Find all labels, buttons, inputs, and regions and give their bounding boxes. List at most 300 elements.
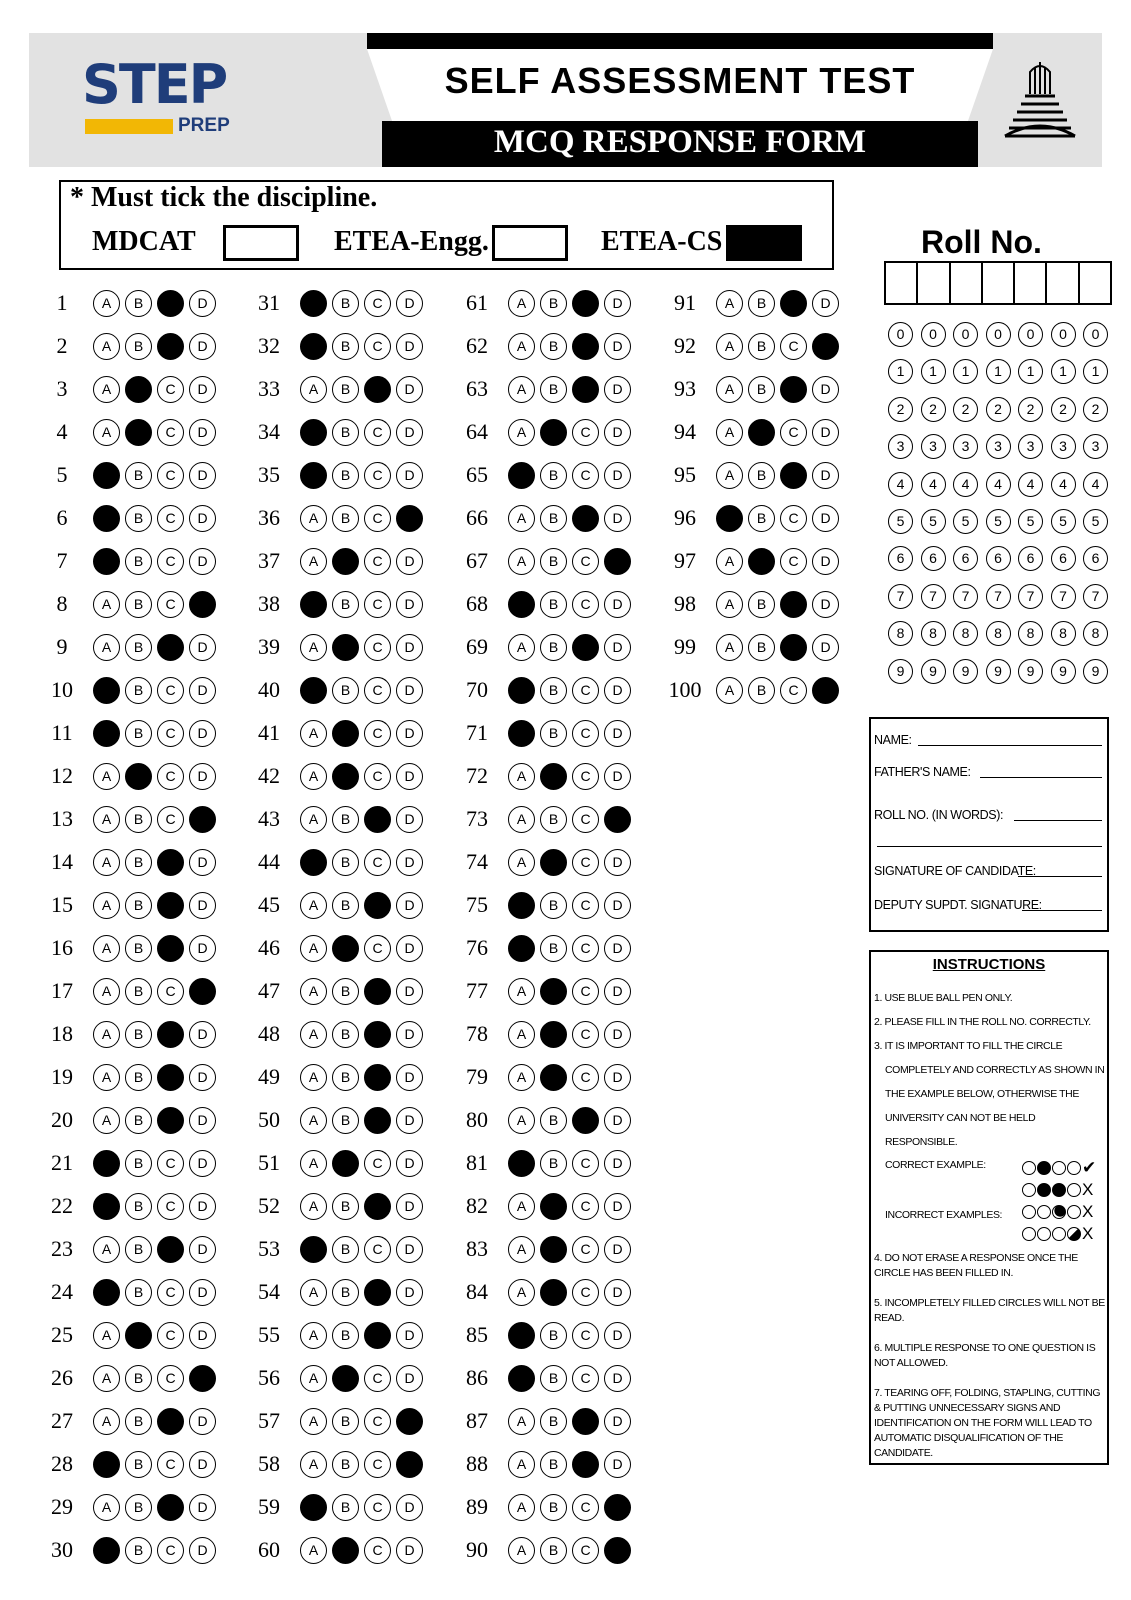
answer-bubble-d[interactable] bbox=[604, 806, 631, 833]
answer-bubble-c[interactable]: C bbox=[157, 591, 184, 618]
answer-bubble-a[interactable]: A bbox=[93, 1064, 120, 1091]
answer-bubble-c[interactable] bbox=[157, 935, 184, 962]
roll-digit-bubble[interactable]: 3 bbox=[1051, 434, 1076, 459]
roll-digit-bubble[interactable]: 2 bbox=[986, 397, 1011, 422]
answer-bubble-a[interactable]: A bbox=[300, 505, 327, 532]
answer-bubble-a[interactable]: A bbox=[716, 634, 743, 661]
roll-digit-bubble[interactable]: 6 bbox=[986, 546, 1011, 571]
answer-bubble-d[interactable] bbox=[812, 333, 839, 360]
candidate-signature-field[interactable] bbox=[1018, 876, 1102, 877]
answer-bubble-b[interactable]: B bbox=[540, 935, 567, 962]
answer-bubble-c[interactable]: C bbox=[572, 1494, 599, 1521]
roll-digit-bubble[interactable]: 8 bbox=[1051, 621, 1076, 646]
answer-bubble-c[interactable]: C bbox=[572, 935, 599, 962]
answer-bubble-a[interactable]: A bbox=[300, 978, 327, 1005]
answer-bubble-b[interactable]: B bbox=[540, 333, 567, 360]
answer-bubble-c[interactable]: C bbox=[572, 1279, 599, 1306]
answer-bubble-a[interactable] bbox=[508, 591, 535, 618]
roll-digit-bubble[interactable]: 4 bbox=[1083, 472, 1108, 497]
answer-bubble-d[interactable]: D bbox=[396, 376, 423, 403]
answer-bubble-c[interactable] bbox=[364, 1107, 391, 1134]
answer-bubble-c[interactable]: C bbox=[364, 548, 391, 575]
answer-bubble-d[interactable]: D bbox=[396, 1279, 423, 1306]
answer-bubble-b[interactable]: B bbox=[540, 1365, 567, 1392]
answer-bubble-c[interactable]: C bbox=[572, 548, 599, 575]
roll-digit-bubble[interactable]: 7 bbox=[888, 584, 913, 609]
answer-bubble-b[interactable]: B bbox=[332, 376, 359, 403]
answer-bubble-b[interactable]: B bbox=[125, 1236, 152, 1263]
answer-bubble-c[interactable]: C bbox=[364, 763, 391, 790]
answer-bubble-b[interactable]: B bbox=[332, 290, 359, 317]
roll-digit-bubble[interactable]: 8 bbox=[888, 621, 913, 646]
roll-digit-bubble[interactable]: 0 bbox=[1018, 322, 1043, 347]
answer-bubble-b[interactable] bbox=[540, 763, 567, 790]
answer-bubble-a[interactable] bbox=[93, 720, 120, 747]
answer-bubble-b[interactable]: B bbox=[540, 548, 567, 575]
roll-words-field-line2[interactable] bbox=[877, 846, 1102, 847]
answer-bubble-d[interactable]: D bbox=[189, 1150, 216, 1177]
answer-bubble-b[interactable]: B bbox=[125, 591, 152, 618]
answer-bubble-b[interactable]: B bbox=[540, 1494, 567, 1521]
roll-digit-bubble[interactable]: 2 bbox=[888, 397, 913, 422]
answer-bubble-a[interactable] bbox=[300, 677, 327, 704]
answer-bubble-c[interactable] bbox=[364, 978, 391, 1005]
answer-bubble-d[interactable]: D bbox=[604, 1064, 631, 1091]
answer-bubble-c[interactable]: C bbox=[157, 462, 184, 489]
answer-bubble-d[interactable]: D bbox=[396, 462, 423, 489]
answer-bubble-c[interactable]: C bbox=[572, 1150, 599, 1177]
answer-bubble-a[interactable]: A bbox=[93, 806, 120, 833]
answer-bubble-d[interactable]: D bbox=[396, 1150, 423, 1177]
answer-bubble-b[interactable] bbox=[540, 1279, 567, 1306]
answer-bubble-d[interactable] bbox=[396, 1408, 423, 1435]
answer-bubble-b[interactable]: B bbox=[125, 1279, 152, 1306]
answer-bubble-b[interactable]: B bbox=[332, 1408, 359, 1435]
answer-bubble-d[interactable]: D bbox=[396, 892, 423, 919]
answer-bubble-b[interactable] bbox=[332, 548, 359, 575]
answer-bubble-b[interactable]: B bbox=[332, 1494, 359, 1521]
answer-bubble-b[interactable] bbox=[540, 1193, 567, 1220]
answer-bubble-c[interactable]: C bbox=[572, 591, 599, 618]
answer-bubble-c[interactable]: C bbox=[780, 548, 807, 575]
answer-bubble-b[interactable] bbox=[332, 1150, 359, 1177]
answer-bubble-a[interactable]: A bbox=[93, 978, 120, 1005]
answer-bubble-c[interactable] bbox=[364, 1021, 391, 1048]
answer-bubble-a[interactable]: A bbox=[300, 548, 327, 575]
answer-bubble-c[interactable]: C bbox=[364, 462, 391, 489]
roll-digit-bubble[interactable]: 2 bbox=[1051, 397, 1076, 422]
answer-bubble-b[interactable]: B bbox=[540, 1537, 567, 1564]
answer-bubble-d[interactable]: D bbox=[604, 1193, 631, 1220]
roll-digit-bubble[interactable]: 1 bbox=[1051, 359, 1076, 384]
answer-bubble-a[interactable] bbox=[93, 1451, 120, 1478]
answer-bubble-a[interactable] bbox=[93, 1150, 120, 1177]
answer-bubble-c[interactable]: C bbox=[572, 677, 599, 704]
answer-bubble-b[interactable]: B bbox=[540, 1322, 567, 1349]
answer-bubble-d[interactable]: D bbox=[604, 591, 631, 618]
answer-bubble-d[interactable]: D bbox=[396, 677, 423, 704]
answer-bubble-a[interactable] bbox=[508, 720, 535, 747]
answer-bubble-c[interactable] bbox=[157, 1021, 184, 1048]
roll-digit-bubble[interactable]: 8 bbox=[953, 621, 978, 646]
answer-bubble-c[interactable]: C bbox=[364, 1150, 391, 1177]
answer-bubble-a[interactable]: A bbox=[300, 1193, 327, 1220]
roll-digit-bubble[interactable]: 4 bbox=[986, 472, 1011, 497]
answer-bubble-c[interactable]: C bbox=[572, 1537, 599, 1564]
answer-bubble-d[interactable]: D bbox=[396, 849, 423, 876]
answer-bubble-b[interactable]: B bbox=[125, 505, 152, 532]
answer-bubble-d[interactable]: D bbox=[189, 462, 216, 489]
answer-bubble-b[interactable]: B bbox=[125, 462, 152, 489]
answer-bubble-a[interactable]: A bbox=[716, 376, 743, 403]
answer-bubble-c[interactable] bbox=[157, 1107, 184, 1134]
answer-bubble-a[interactable]: A bbox=[300, 634, 327, 661]
answer-bubble-b[interactable]: B bbox=[748, 591, 775, 618]
answer-bubble-c[interactable] bbox=[157, 1064, 184, 1091]
roll-digit-bubble[interactable]: 7 bbox=[921, 584, 946, 609]
answer-bubble-b[interactable]: B bbox=[332, 1451, 359, 1478]
roll-digit-bubble[interactable]: 9 bbox=[986, 659, 1011, 684]
answer-bubble-b[interactable]: B bbox=[125, 634, 152, 661]
answer-bubble-a[interactable]: A bbox=[93, 1322, 120, 1349]
answer-bubble-b[interactable]: B bbox=[540, 1451, 567, 1478]
answer-bubble-a[interactable] bbox=[508, 935, 535, 962]
answer-bubble-d[interactable]: D bbox=[189, 505, 216, 532]
answer-bubble-a[interactable]: A bbox=[300, 1408, 327, 1435]
answer-bubble-d[interactable]: D bbox=[189, 376, 216, 403]
roll-digit-bubble[interactable]: 6 bbox=[1018, 546, 1043, 571]
answer-bubble-d[interactable]: D bbox=[396, 1322, 423, 1349]
answer-bubble-b[interactable]: B bbox=[125, 1064, 152, 1091]
discipline-checkbox-etea-engg[interactable] bbox=[492, 225, 568, 261]
answer-bubble-d[interactable]: D bbox=[189, 1107, 216, 1134]
answer-bubble-c[interactable] bbox=[572, 333, 599, 360]
answer-bubble-a[interactable]: A bbox=[300, 935, 327, 962]
answer-bubble-c[interactable] bbox=[364, 1322, 391, 1349]
answer-bubble-c[interactable]: C bbox=[780, 333, 807, 360]
answer-bubble-a[interactable]: A bbox=[508, 333, 535, 360]
answer-bubble-d[interactable]: D bbox=[396, 720, 423, 747]
answer-bubble-b[interactable] bbox=[540, 978, 567, 1005]
answer-bubble-a[interactable]: A bbox=[508, 1193, 535, 1220]
roll-digit-bubble[interactable]: 9 bbox=[1018, 659, 1043, 684]
roll-digit-bubble[interactable]: 8 bbox=[1083, 621, 1108, 646]
answer-bubble-c[interactable] bbox=[780, 591, 807, 618]
answer-bubble-b[interactable]: B bbox=[540, 1107, 567, 1134]
answer-bubble-a[interactable] bbox=[508, 1322, 535, 1349]
answer-bubble-d[interactable]: D bbox=[396, 548, 423, 575]
answer-bubble-b[interactable]: B bbox=[540, 290, 567, 317]
answer-bubble-a[interactable]: A bbox=[300, 1451, 327, 1478]
answer-bubble-d[interactable]: D bbox=[604, 935, 631, 962]
answer-bubble-b[interactable] bbox=[332, 763, 359, 790]
answer-bubble-b[interactable]: B bbox=[332, 462, 359, 489]
roll-digit-bubble[interactable]: 7 bbox=[1051, 584, 1076, 609]
answer-bubble-b[interactable]: B bbox=[540, 591, 567, 618]
answer-bubble-d[interactable]: D bbox=[396, 290, 423, 317]
answer-bubble-c[interactable]: C bbox=[572, 806, 599, 833]
answer-bubble-b[interactable]: B bbox=[125, 849, 152, 876]
answer-bubble-c[interactable]: C bbox=[780, 419, 807, 446]
answer-bubble-a[interactable] bbox=[300, 462, 327, 489]
answer-bubble-d[interactable]: D bbox=[604, 677, 631, 704]
answer-bubble-d[interactable] bbox=[812, 677, 839, 704]
answer-bubble-d[interactable]: D bbox=[396, 1365, 423, 1392]
roll-digit-bubble[interactable]: 3 bbox=[921, 434, 946, 459]
answer-bubble-b[interactable]: B bbox=[332, 978, 359, 1005]
roll-digit-bubble[interactable]: 7 bbox=[986, 584, 1011, 609]
answer-bubble-b[interactable]: B bbox=[332, 1021, 359, 1048]
answer-bubble-a[interactable]: A bbox=[93, 1365, 120, 1392]
answer-bubble-b[interactable]: B bbox=[540, 505, 567, 532]
answer-bubble-a[interactable] bbox=[300, 290, 327, 317]
answer-bubble-a[interactable]: A bbox=[508, 290, 535, 317]
answer-bubble-d[interactable]: D bbox=[604, 290, 631, 317]
answer-bubble-c[interactable]: C bbox=[157, 1193, 184, 1220]
answer-bubble-b[interactable]: B bbox=[540, 1150, 567, 1177]
answer-bubble-c[interactable] bbox=[780, 462, 807, 489]
answer-bubble-c[interactable]: C bbox=[157, 720, 184, 747]
roll-digit-bubble[interactable]: 0 bbox=[986, 322, 1011, 347]
answer-bubble-a[interactable]: A bbox=[508, 849, 535, 876]
answer-bubble-c[interactable] bbox=[157, 290, 184, 317]
answer-bubble-c[interactable] bbox=[157, 634, 184, 661]
roll-digit-bubble[interactable]: 8 bbox=[1018, 621, 1043, 646]
answer-bubble-b[interactable]: B bbox=[748, 376, 775, 403]
answer-bubble-c[interactable]: C bbox=[364, 419, 391, 446]
roll-digit-bubble[interactable]: 5 bbox=[1083, 509, 1108, 534]
answer-bubble-c[interactable]: C bbox=[364, 849, 391, 876]
answer-bubble-a[interactable] bbox=[300, 1494, 327, 1521]
answer-bubble-c[interactable] bbox=[572, 505, 599, 532]
answer-bubble-d[interactable]: D bbox=[604, 978, 631, 1005]
roll-digit-bubble[interactable]: 5 bbox=[986, 509, 1011, 534]
answer-bubble-c[interactable] bbox=[364, 1064, 391, 1091]
answer-bubble-c[interactable]: C bbox=[157, 419, 184, 446]
answer-bubble-b[interactable]: B bbox=[332, 677, 359, 704]
answer-bubble-d[interactable] bbox=[604, 1494, 631, 1521]
answer-bubble-a[interactable]: A bbox=[93, 376, 120, 403]
answer-bubble-d[interactable]: D bbox=[189, 1021, 216, 1048]
answer-bubble-b[interactable] bbox=[540, 1236, 567, 1263]
answer-bubble-c[interactable]: C bbox=[364, 1494, 391, 1521]
answer-bubble-a[interactable]: A bbox=[300, 1537, 327, 1564]
answer-bubble-d[interactable] bbox=[604, 1537, 631, 1564]
answer-bubble-d[interactable]: D bbox=[604, 1408, 631, 1435]
roll-digit-bubble[interactable]: 1 bbox=[1083, 359, 1108, 384]
answer-bubble-c[interactable]: C bbox=[157, 505, 184, 532]
answer-bubble-c[interactable] bbox=[157, 892, 184, 919]
answer-bubble-b[interactable]: B bbox=[332, 591, 359, 618]
answer-bubble-c[interactable]: C bbox=[572, 1064, 599, 1091]
answer-bubble-b[interactable]: B bbox=[125, 1537, 152, 1564]
answer-bubble-b[interactable]: B bbox=[125, 806, 152, 833]
roll-digit-bubble[interactable]: 0 bbox=[1051, 322, 1076, 347]
answer-bubble-c[interactable]: C bbox=[157, 978, 184, 1005]
answer-bubble-a[interactable]: A bbox=[93, 333, 120, 360]
answer-bubble-a[interactable]: A bbox=[716, 462, 743, 489]
answer-bubble-d[interactable]: D bbox=[604, 634, 631, 661]
answer-bubble-d[interactable]: D bbox=[604, 462, 631, 489]
answer-bubble-a[interactable]: A bbox=[716, 290, 743, 317]
answer-bubble-d[interactable]: D bbox=[396, 1107, 423, 1134]
answer-bubble-d[interactable]: D bbox=[189, 849, 216, 876]
answer-bubble-c[interactable] bbox=[572, 1408, 599, 1435]
roll-digit-bubble[interactable]: 3 bbox=[888, 434, 913, 459]
answer-bubble-c[interactable]: C bbox=[364, 935, 391, 962]
answer-bubble-b[interactable]: B bbox=[125, 892, 152, 919]
roll-digit-bubble[interactable]: 1 bbox=[953, 359, 978, 384]
roll-digit-bubble[interactable]: 6 bbox=[888, 546, 913, 571]
answer-bubble-d[interactable]: D bbox=[396, 1236, 423, 1263]
answer-bubble-d[interactable] bbox=[189, 1365, 216, 1392]
roll-digit-bubble[interactable]: 0 bbox=[1083, 322, 1108, 347]
answer-bubble-b[interactable]: B bbox=[332, 419, 359, 446]
answer-bubble-d[interactable]: D bbox=[189, 1494, 216, 1521]
answer-bubble-d[interactable]: D bbox=[604, 763, 631, 790]
answer-bubble-c[interactable] bbox=[572, 1107, 599, 1134]
answer-bubble-c[interactable]: C bbox=[157, 548, 184, 575]
answer-bubble-d[interactable] bbox=[189, 591, 216, 618]
roll-digit-bubble[interactable]: 6 bbox=[1083, 546, 1108, 571]
answer-bubble-b[interactable]: B bbox=[125, 1150, 152, 1177]
answer-bubble-d[interactable]: D bbox=[396, 333, 423, 360]
answer-bubble-a[interactable]: A bbox=[300, 1365, 327, 1392]
answer-bubble-d[interactable]: D bbox=[604, 1322, 631, 1349]
answer-bubble-b[interactable]: B bbox=[332, 1236, 359, 1263]
roll-digit-bubble[interactable]: 6 bbox=[921, 546, 946, 571]
answer-bubble-d[interactable]: D bbox=[604, 1236, 631, 1263]
answer-bubble-a[interactable] bbox=[93, 548, 120, 575]
answer-bubble-a[interactable]: A bbox=[93, 634, 120, 661]
answer-bubble-b[interactable] bbox=[540, 1064, 567, 1091]
answer-bubble-c[interactable]: C bbox=[364, 1537, 391, 1564]
roll-digit-bubble[interactable]: 3 bbox=[986, 434, 1011, 459]
answer-bubble-a[interactable] bbox=[93, 1193, 120, 1220]
answer-bubble-c[interactable]: C bbox=[364, 505, 391, 532]
roll-digit-bubble[interactable]: 8 bbox=[921, 621, 946, 646]
answer-bubble-b[interactable]: B bbox=[540, 376, 567, 403]
answer-bubble-d[interactable]: D bbox=[189, 1537, 216, 1564]
answer-bubble-d[interactable]: D bbox=[189, 1193, 216, 1220]
answer-bubble-d[interactable] bbox=[396, 505, 423, 532]
answer-bubble-c[interactable]: C bbox=[572, 849, 599, 876]
answer-bubble-c[interactable] bbox=[572, 634, 599, 661]
answer-bubble-a[interactable] bbox=[716, 505, 743, 532]
roll-digit-bubble[interactable]: 4 bbox=[888, 472, 913, 497]
answer-bubble-a[interactable]: A bbox=[508, 978, 535, 1005]
answer-bubble-a[interactable] bbox=[93, 1279, 120, 1306]
answer-bubble-b[interactable]: B bbox=[125, 548, 152, 575]
roll-digit-bubble[interactable]: 4 bbox=[921, 472, 946, 497]
roll-digit-bubble[interactable]: 7 bbox=[1018, 584, 1043, 609]
answer-bubble-d[interactable]: D bbox=[189, 1408, 216, 1435]
answer-bubble-a[interactable]: A bbox=[300, 1064, 327, 1091]
roll-digit-bubble[interactable]: 7 bbox=[1083, 584, 1108, 609]
answer-bubble-b[interactable]: B bbox=[125, 1107, 152, 1134]
answer-bubble-c[interactable] bbox=[364, 376, 391, 403]
answer-bubble-d[interactable]: D bbox=[396, 1537, 423, 1564]
answer-bubble-d[interactable]: D bbox=[396, 419, 423, 446]
roll-digit-bubble[interactable]: 5 bbox=[921, 509, 946, 534]
answer-bubble-a[interactable]: A bbox=[508, 634, 535, 661]
answer-bubble-b[interactable]: B bbox=[748, 462, 775, 489]
roll-digit-bubble[interactable]: 3 bbox=[1083, 434, 1108, 459]
answer-bubble-a[interactable]: A bbox=[93, 892, 120, 919]
answer-bubble-d[interactable] bbox=[189, 978, 216, 1005]
answer-bubble-c[interactable]: C bbox=[364, 1451, 391, 1478]
answer-bubble-c[interactable] bbox=[780, 290, 807, 317]
answer-bubble-a[interactable]: A bbox=[93, 1107, 120, 1134]
answer-bubble-c[interactable]: C bbox=[157, 376, 184, 403]
answer-bubble-a[interactable] bbox=[300, 849, 327, 876]
answer-bubble-d[interactable]: D bbox=[812, 290, 839, 317]
answer-bubble-c[interactable]: C bbox=[572, 1021, 599, 1048]
answer-bubble-d[interactable]: D bbox=[189, 892, 216, 919]
answer-bubble-d[interactable]: D bbox=[604, 1150, 631, 1177]
answer-bubble-d[interactable]: D bbox=[396, 1494, 423, 1521]
roll-digit-bubble[interactable]: 3 bbox=[953, 434, 978, 459]
answer-bubble-c[interactable] bbox=[780, 634, 807, 661]
roll-digit-bubble[interactable]: 8 bbox=[986, 621, 1011, 646]
roll-digit-bubble[interactable]: 2 bbox=[1083, 397, 1108, 422]
answer-bubble-b[interactable]: B bbox=[125, 978, 152, 1005]
answer-bubble-c[interactable]: C bbox=[157, 1322, 184, 1349]
answer-bubble-d[interactable]: D bbox=[604, 1107, 631, 1134]
answer-bubble-b[interactable]: B bbox=[540, 892, 567, 919]
father-name-field[interactable] bbox=[980, 777, 1102, 778]
answer-bubble-a[interactable]: A bbox=[93, 1494, 120, 1521]
answer-bubble-a[interactable] bbox=[508, 892, 535, 919]
answer-bubble-b[interactable] bbox=[332, 1365, 359, 1392]
answer-bubble-c[interactable]: C bbox=[364, 290, 391, 317]
answer-bubble-b[interactable]: B bbox=[332, 1322, 359, 1349]
answer-bubble-c[interactable]: C bbox=[364, 634, 391, 661]
answer-bubble-c[interactable] bbox=[364, 1193, 391, 1220]
answer-bubble-a[interactable]: A bbox=[93, 1021, 120, 1048]
answer-bubble-b[interactable]: B bbox=[748, 290, 775, 317]
answer-bubble-b[interactable] bbox=[125, 1322, 152, 1349]
answer-bubble-c[interactable]: C bbox=[572, 1365, 599, 1392]
answer-bubble-b[interactable] bbox=[540, 849, 567, 876]
answer-bubble-d[interactable]: D bbox=[812, 591, 839, 618]
answer-bubble-d[interactable]: D bbox=[396, 806, 423, 833]
roll-digit-bubble[interactable]: 2 bbox=[1018, 397, 1043, 422]
answer-bubble-b[interactable]: B bbox=[748, 333, 775, 360]
answer-bubble-a[interactable] bbox=[508, 1365, 535, 1392]
answer-bubble-c[interactable] bbox=[780, 376, 807, 403]
answer-bubble-a[interactable]: A bbox=[300, 1150, 327, 1177]
answer-bubble-d[interactable]: D bbox=[189, 1322, 216, 1349]
answer-bubble-a[interactable]: A bbox=[300, 763, 327, 790]
answer-bubble-b[interactable]: B bbox=[125, 1365, 152, 1392]
answer-bubble-b[interactable] bbox=[332, 634, 359, 661]
answer-bubble-a[interactable]: A bbox=[508, 1064, 535, 1091]
answer-bubble-c[interactable] bbox=[157, 1494, 184, 1521]
roll-digit-bubble[interactable]: 6 bbox=[953, 546, 978, 571]
answer-bubble-b[interactable]: B bbox=[332, 1279, 359, 1306]
answer-bubble-a[interactable] bbox=[300, 591, 327, 618]
answer-bubble-b[interactable]: B bbox=[125, 1494, 152, 1521]
answer-bubble-b[interactable] bbox=[125, 763, 152, 790]
answer-bubble-d[interactable]: D bbox=[189, 290, 216, 317]
answer-bubble-d[interactable]: D bbox=[396, 763, 423, 790]
answer-bubble-b[interactable]: B bbox=[332, 1107, 359, 1134]
answer-bubble-d[interactable]: D bbox=[604, 1451, 631, 1478]
answer-bubble-d[interactable]: D bbox=[812, 376, 839, 403]
answer-bubble-d[interactable]: D bbox=[604, 333, 631, 360]
roll-digit-bubble[interactable]: 2 bbox=[921, 397, 946, 422]
